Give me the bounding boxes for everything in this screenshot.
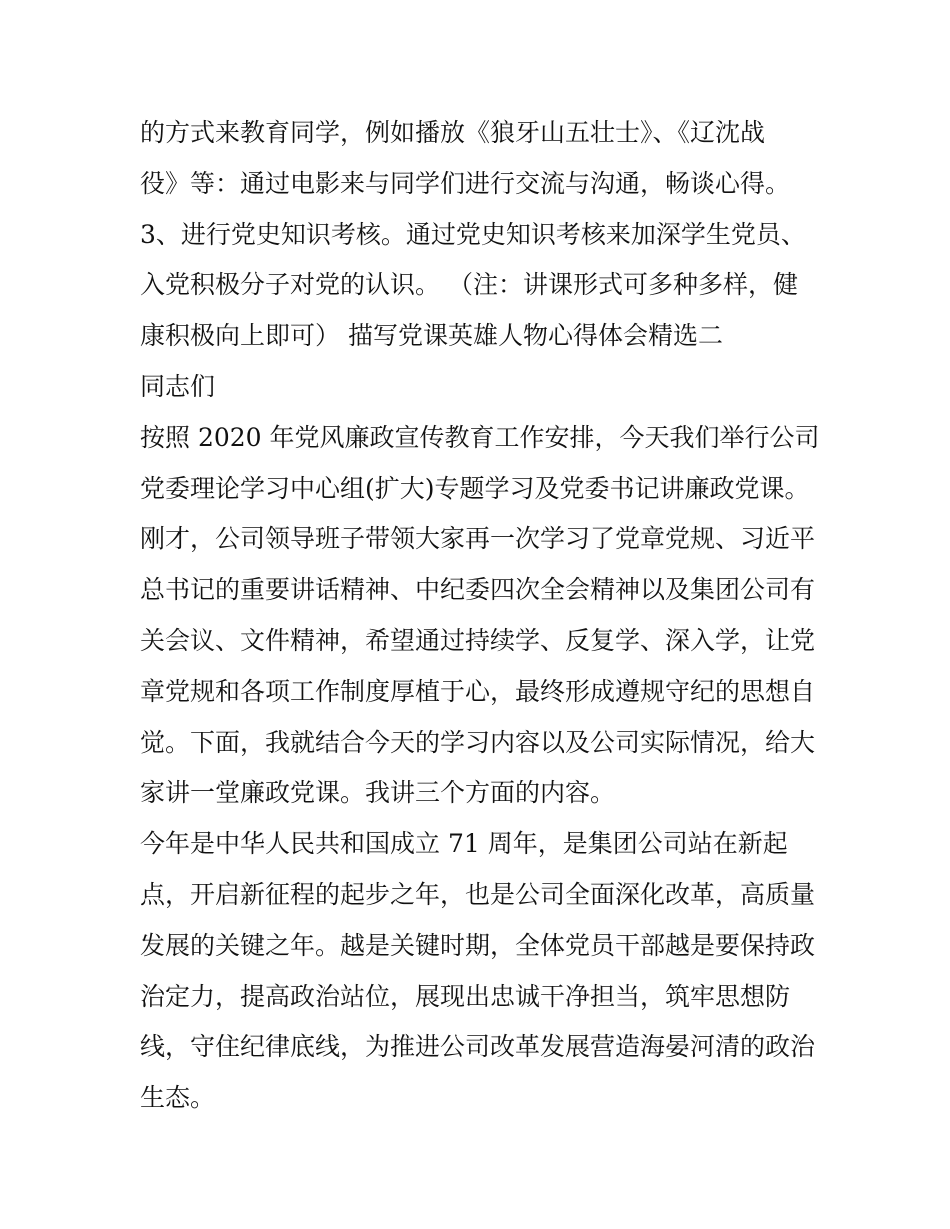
text-line: 3、进行党史知识考核。通过党史知识考核来加深学生党员、 (140, 219, 806, 249)
text-line: 刚才，公司领导班子带领大家再一次学习了党章党规、习近平 (140, 524, 816, 554)
document-body (140, 108, 830, 1124)
text-line: 线，守住纪律底线，为推进公司改革发展营造海晏河清的政治 (140, 1032, 816, 1062)
text-line: 的方式来教育同学，例如播放《狼牙山五壮士》、《辽沈战 (140, 118, 766, 147)
text-line: 关会议、文件精神，希望通过持续学、反复学、深入学，让党 (140, 625, 816, 655)
text-line: 家讲一堂廉政党课。我讲三个方面的内容。 (140, 778, 616, 808)
text-line: 总书记的重要讲话精神、中纪委四次全会精神以及集团公司有 (140, 575, 816, 605)
salutation: 同志们 (140, 371, 216, 401)
text-line: 入党积极分子对党的认识。 （注：讲课形式可多种多样，健 (140, 270, 798, 300)
text-line: 党委理论学习中心组(扩大)专题学习及党委书记讲廉政党课。 (140, 473, 810, 503)
text-line: 点，开启新征程的起步之年，也是公司全面深化改革，高质量 (140, 879, 816, 909)
text-line: 章党规和各项工作制度厚植于心，最终形成遵规守纪的思想自 (140, 676, 816, 706)
text-line: 康积极向上即可） 描写党课英雄人物心得体会精选二 (140, 321, 723, 351)
text-line: 治定力，提高政治站位，展现出忠诚干净担当，筑牢思想防 (140, 981, 791, 1011)
text-line: 发展的关键之年。越是关键时期，全体党员干部越是要保持政 (140, 930, 816, 960)
text-line: 今年是中华人民共和国成立 71 周年，是集团公司站在新起 (140, 829, 788, 859)
text-line: 役》等：通过电影来与同学们进行交流与沟通，畅谈心得。 (140, 168, 791, 198)
text-line: 生态。 (140, 1083, 216, 1113)
text-line: 觉。下面，我就结合今天的学习内容以及公司实际情况，给大 (140, 727, 816, 757)
text-line: 按照 2020 年党风廉政宣传教育工作安排，今天我们举行公司 (140, 422, 820, 452)
